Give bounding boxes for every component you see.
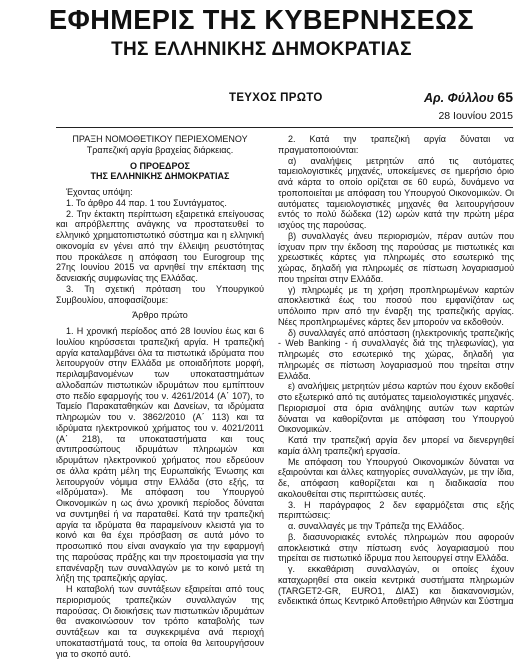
act-subheading: Τραπεζική αργία βραχείας διάρκειας. bbox=[86, 144, 234, 155]
right-paragraph-2: α) αναλήψεις μετρητών από τις αυτόματες ταμειολογιστικές μηχανές, υποκείμενες σε ημερήσιο όριο ανά κάρτα το οποίο ορίζεται σε 60 ευρώ, δυνάμενο να τροποποιείται με απόφαση του Υπουργού Οικονομικών. Οι αυτόματες ταμειολογιστικές μηχανές θα λειτουργήσουν εντός το πολύ δώδεκα (12) ωρών κατά την πρώτη μέρα ισχύος της παρούσας. bbox=[278, 155, 514, 230]
right-paragraph-4: γ) πληρωμές με τη χρήση προπληρωμένων καρτών αποκλειστικά έως του ποσού που εμφανίζόταν ως υπόλοιπο πριν από την έναρξη της τραπεζικής αργίας. Νέες προπληρωμένες κάρτες δεν μπορούν να εκδοθούν. bbox=[278, 284, 514, 327]
right-paragraph-5: δ) συναλλαγές από απόσταση (ηλεκτρονικής τραπεζικής - Web Banking - ή συναλλαγές διά της τηλεφωνίας), για πληρωμές στο εσωτερικό της χώρας, δηλαδή για πληρωμές σε πίστωση λογαριασμού που τηρείται στην Ελλάδα. bbox=[278, 327, 514, 381]
article-paragraph-2: Η καταβολή των συντάξεων εξαιρείται από τους περιορισμούς τραπεζικών συναλλαγών της παρούσας. Οι διοικήσεις των πιστωτικών ιδρυμάτων θα ανακοινώσουν τον τρόπο καταβολής των συντάξεων και τα συγκεκριμένα ανά περιοχή υποκαταστήματά τους, τα οποία θα λειτουργήσουν για το σκοπό αυτό. bbox=[56, 584, 264, 659]
left-column bbox=[56, 134, 264, 659]
right-paragraph-1: 2. Κατά την τραπεζική αργία δύναται να πραγματοποιούνται: bbox=[278, 134, 514, 155]
sheet-number-value: 65 bbox=[497, 89, 513, 105]
president-heading-2: ΤΗΣ ΕΛΛΗΝΙΚΗΣ ΔΗΜΟΚΡΑΤΙΑΣ bbox=[90, 171, 230, 182]
paragraph-2: 2. Την έκτακτη περίπτωση εξαιρετικά επείγουσας και απρόβλεπτης ανάγκης να προστατευθεί το ελληνικό χρηματοπιστωτικό σύστημα και η ελληνική οικονομία εν γένει από την έλλειψη ρευστότητας που προκάλεσε η απόφαση του Eurogroup της 27ης Ιουνίου 2015 να αρνηθεί την επέκταση της δανειακής συμφωνίας της Ελλάδας. bbox=[56, 208, 264, 283]
issue-label: ΤΕΥΧΟΣ ΠΡΩΤΟ bbox=[229, 92, 323, 104]
sheet-number bbox=[424, 89, 513, 105]
right-paragraph-10: α. συναλλαγές με την Τράπεζα της Ελλάδος. bbox=[288, 521, 465, 531]
masthead bbox=[0, 4, 523, 62]
right-paragraph-9: 3. Η παράγραφος 2 δεν εφαρμόζεται στις εξής περιπτώσεις: bbox=[278, 499, 514, 521]
issue-date: 28 Ιουνίου 2015 bbox=[438, 110, 513, 122]
article-heading: Άρθρο πρώτο bbox=[132, 310, 188, 321]
sheet-prefix: Αρ. Φύλλου bbox=[423, 91, 494, 105]
right-paragraph-11: β. διασυνοριακές εντολές πληρωμών που αφορούν αποκλειστικά στην πίστωση ενός λογαριασμού που τηρείται σε πιστωτικό ίδρυμα που λειτουργεί στην Ελλάδα. bbox=[278, 531, 514, 564]
gazette-subtitle: ΤΗΣ ΕΛΛΗΝΙΚΗΣ ΔΗΜΟΚΡΑΤΙΑΣ bbox=[111, 39, 412, 60]
right-paragraph-3: β) συναλλαγές άνευ περιορισμών, πέραν αυτών που ίσχυαν πριν την έκδοση της παρούσας με πιστωτικές και χρεωστικές κάρτες για πληρωμές στο εσωτερικό της χώρας, δηλαδή για πληρωμές σε πίστωση λογαριασμού που τηρείται στην Ελλάδα. bbox=[278, 230, 514, 284]
issue-bar bbox=[0, 89, 523, 106]
article-paragraph-1: 1. Η χρονική περίοδος από 28 Ιουνίου έως και 6 Ιουλίου κηρύσσεται τραπεζική αργία. Η τραπεζική αργία καταλαμβάνει όλα τα πιστωτικά ιδρύματα που λειτουργούν στην Ελλάδα με οποιαδήποτε μορφή, περιλαμβανομένων των υποκαταστημάτων αλλοδαπών πιστωτικών ιδρυμάτων που εμπίπτουν στο πεδίο εφαρμογής του ν. 4261/2014 (Α΄ 107), το Ταμείο Παρακαταθηκών και Δανείων, τα ιδρύματα πληρωμών του ν. 3862/2010 (Α΄ 113) και τα ιδρύματα ηλεκτρονικού χρήματος του ν. 4021/2011 (Α΄ 218), τα υποκαταστήματα και τους αντιπροσώπους ιδρυμάτων πληρωμών και ιδρυμάτων ηλεκτρονικού χρήματος που εδρεύουν σε άλλα κράτη μέλη της Ευρωπαϊκής Ένωσης και λειτουργούν νόμιμα στην Ελλάδα (στο εξής, τα «Ιδρύματα»). Με απόφαση του Υπουργού Οικονομικών η ως άνω χρονική περίοδος δύναται να συντμηθεί ή να παραταθεί. Κατά την τραπεζική αργία τα ιδρύματα θα παραμείνουν κλειστά για το κοινό και θα έχει πρόσβαση σε αυτά μόνο το προσωπικό που είναι αναγκαίο για την εφαρμογή της παρούσας πράξης και την προετοιμασία για την επανέναρξη των συναλλαγών με το κοινό μετά τη λήξη της τραπεζικής αργίας. bbox=[56, 326, 264, 584]
right-paragraph-7: Κατά την τραπεζική αργία δεν μπορεί να διενεργηθεί καμία άλλη τραπεζική εργασία. bbox=[278, 435, 514, 456]
right-paragraph-12: γ. εκκαθάριση συναλλαγών, οι οποίες έχουν καταχωρηθεί στα οικεία κεντρικά συστήματα πληρωμών (TARGET2-GR, EURO1, ΔΙΑΣ) και διακανονισμών, ενδεικτικά όπως Κεντρικό Αποθετήριο Αθηνών και Σύστημα bbox=[278, 564, 514, 607]
right-paragraph-6: ε) αναλήψεις μετρητών μέσω καρτών που έχουν εκδοθεί στο εξωτερικό από τις αυτόματες ταμειολογιστικές μηχανές. Περιορισμοί στα όρια ανάληψης αυτών των καρτών δύναται να καθορίζονται με απόφαση του Υπουργού Οικονομικών. bbox=[278, 381, 514, 435]
header-rule bbox=[56, 127, 513, 128]
act-heading: ΠΡΑΞΗ ΝΟΜΟΘΕΤΙΚΟΥ ΠΕΡΙΕΧΟΜΕΝΟΥ bbox=[72, 134, 248, 144]
president-heading-1: Ο ΠΡΟΕΔΡΟΣ bbox=[130, 160, 190, 171]
having-regard: Έχοντας υπόψη: bbox=[66, 187, 133, 197]
right-column bbox=[278, 134, 514, 607]
gazette-title: ΕΦΗΜΕΡΙΣ ΤΗΣ ΚΥΒΕΡΝΗΣΕΩΣ bbox=[49, 4, 474, 35]
paragraph-1: 1. Το άρθρο 44 παρ. 1 του Συντάγματος. bbox=[66, 197, 227, 208]
right-paragraph-8: Με απόφαση του Υπουργού Οικονομικών δύναται να εξαιρούνται και άλλες κατηγορίες συναλλαγών, με την ίδια, δε, απόφαση καθορίζεται και η διαδικασία που ακολουθείται στις περιπτώσεις αυτές. bbox=[278, 456, 514, 499]
paragraph-3: 3. Τη σχετική πρόταση του Υπουργικού Συμβουλίου, αποφασίζουμε: bbox=[56, 283, 264, 305]
